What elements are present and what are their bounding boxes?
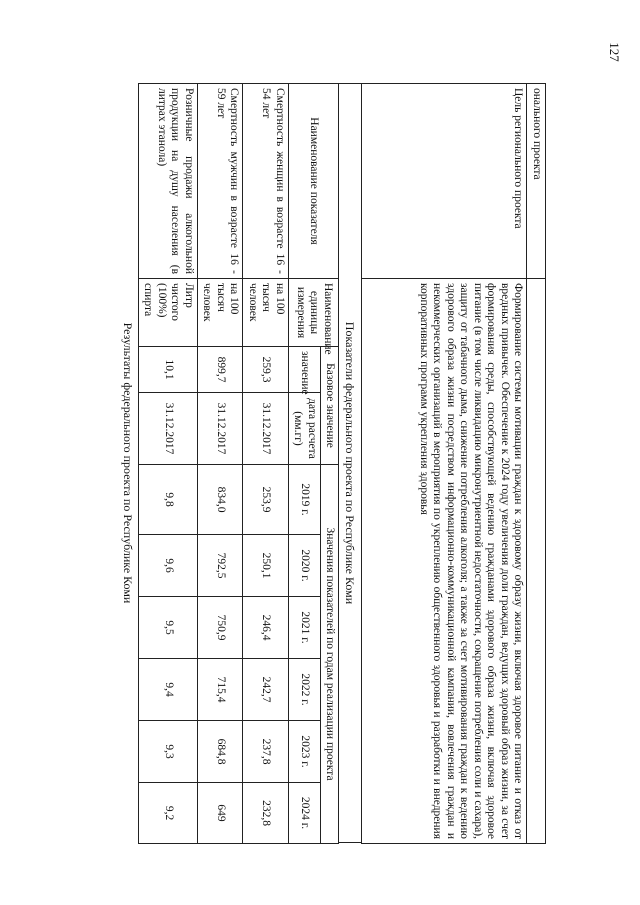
indicators-header-row-1 xyxy=(321,84,340,844)
indicator-value-2022: 242,7 xyxy=(243,659,289,721)
header-year-2021: 2021 г. xyxy=(289,597,321,659)
indicator-value-2024: 9,2 xyxy=(139,783,198,844)
indicator-value-2019: 253,9 xyxy=(243,465,289,535)
goal-table xyxy=(362,83,547,844)
header-unit: Наименование единицы измерения xyxy=(289,279,340,347)
indicator-row xyxy=(139,84,198,844)
indicator-base-date: 31.12.2017 xyxy=(198,393,244,465)
indicator-value-2020: 250,1 xyxy=(243,535,289,597)
indicator-unit: на 100 тысяч человек xyxy=(198,279,244,347)
indicators-table xyxy=(138,83,340,844)
indicator-value-2022: 715,4 xyxy=(198,659,244,721)
indicator-value-2020: 792,5 xyxy=(198,535,244,597)
header-year-2022: 2022 г. xyxy=(289,659,321,721)
header-year-2019: 2019 г. xyxy=(289,465,321,535)
indicator-value-2019: 9,8 xyxy=(139,465,198,535)
indicator-base-date: 31.12.2017 xyxy=(139,393,198,465)
header-base-value: значение xyxy=(289,347,321,393)
header-year-2024: 2024 г. xyxy=(289,783,321,844)
indicator-value-2021: 750,9 xyxy=(198,597,244,659)
top-fragment-row xyxy=(527,84,546,844)
results-title: Результаты федерального проекта по Республике Коми xyxy=(121,322,135,604)
indicator-value-2024: 649 xyxy=(198,783,244,844)
goal-label: Цель регионального проекта xyxy=(362,84,527,279)
indicator-base-value: 899,7 xyxy=(198,347,244,393)
indicator-value-2023: 684,8 xyxy=(198,721,244,783)
header-base-date: дата расчета (мм.гг) xyxy=(289,393,321,465)
indicator-name: Смертность мужчин в возрасте 16 - 59 лет xyxy=(198,84,244,279)
indicator-value-2020: 9,6 xyxy=(139,535,198,597)
indicator-base-value: 10,1 xyxy=(139,347,198,393)
header-base: Базовое значение xyxy=(321,347,340,465)
indicator-base-date: 31.12.2017 xyxy=(243,393,289,465)
indicator-value-2024: 232,8 xyxy=(243,783,289,844)
indicator-value-2021: 9,5 xyxy=(139,597,198,659)
indicator-unit: на 100 тысяч человек xyxy=(243,279,289,347)
indicator-base-value: 259,3 xyxy=(243,347,289,393)
indicator-value-2023: 237,8 xyxy=(243,721,289,783)
indicator-value-2022: 9,4 xyxy=(139,659,198,721)
indicator-name: Розничные продажи алкогольной продукции на душу населения (в литрах этанола) xyxy=(139,84,198,279)
top-fragment-empty xyxy=(527,279,546,844)
indicator-value-2021: 246,4 xyxy=(243,597,289,659)
page-number: 127 xyxy=(607,42,622,62)
indicator-value-2023: 9,3 xyxy=(139,721,198,783)
top-fragment-cell: онального проекта xyxy=(527,84,546,279)
indicator-row xyxy=(198,84,244,844)
goal-row xyxy=(362,84,527,844)
header-year-2020: 2020 г. xyxy=(289,535,321,597)
goal-text: Формирование системы мотивации граждан к здоровому образу жизни, включая здоровое питание и отказ от вредных привычек. Обеспечение к 2024 году увеличения доли граждан, ведущих здоровый образ жизни, за счет формирования среды, способствующей ведению гражданами здорового образа жизни, включая здоровое питание (в том числе ликвидацию микронутриентной недостаточности, сокращение потребления соли и сахара), защиту от табачного дыма, снижение потребления алкоголя; а также за счет мотивирования граждан к ведению здорового образа жизни посредством информационно-коммуникационной кампании, вовлечения граждан и некоммерческих организаций в мероприятия по укреплению общественного здоровья и разработки и внедрения корпоративных программ укрепления здоровья xyxy=(362,279,527,844)
indicator-row xyxy=(243,84,289,844)
rotated-page-content xyxy=(76,83,546,843)
header-name: Наименование показателя xyxy=(289,84,340,279)
indicators-title: Показатели федерального проекта по Республике Коми xyxy=(340,83,362,843)
indicator-unit: Литр чистого (100%) спирта xyxy=(139,279,198,347)
indicator-name: Смертность женщин в возрасте 16 - 54 лет xyxy=(243,84,289,279)
header-year-2023: 2023 г. xyxy=(289,721,321,783)
header-by-years: Значения показателей по годам реализации проекта xyxy=(321,465,340,844)
indicator-value-2019: 834,0 xyxy=(198,465,244,535)
